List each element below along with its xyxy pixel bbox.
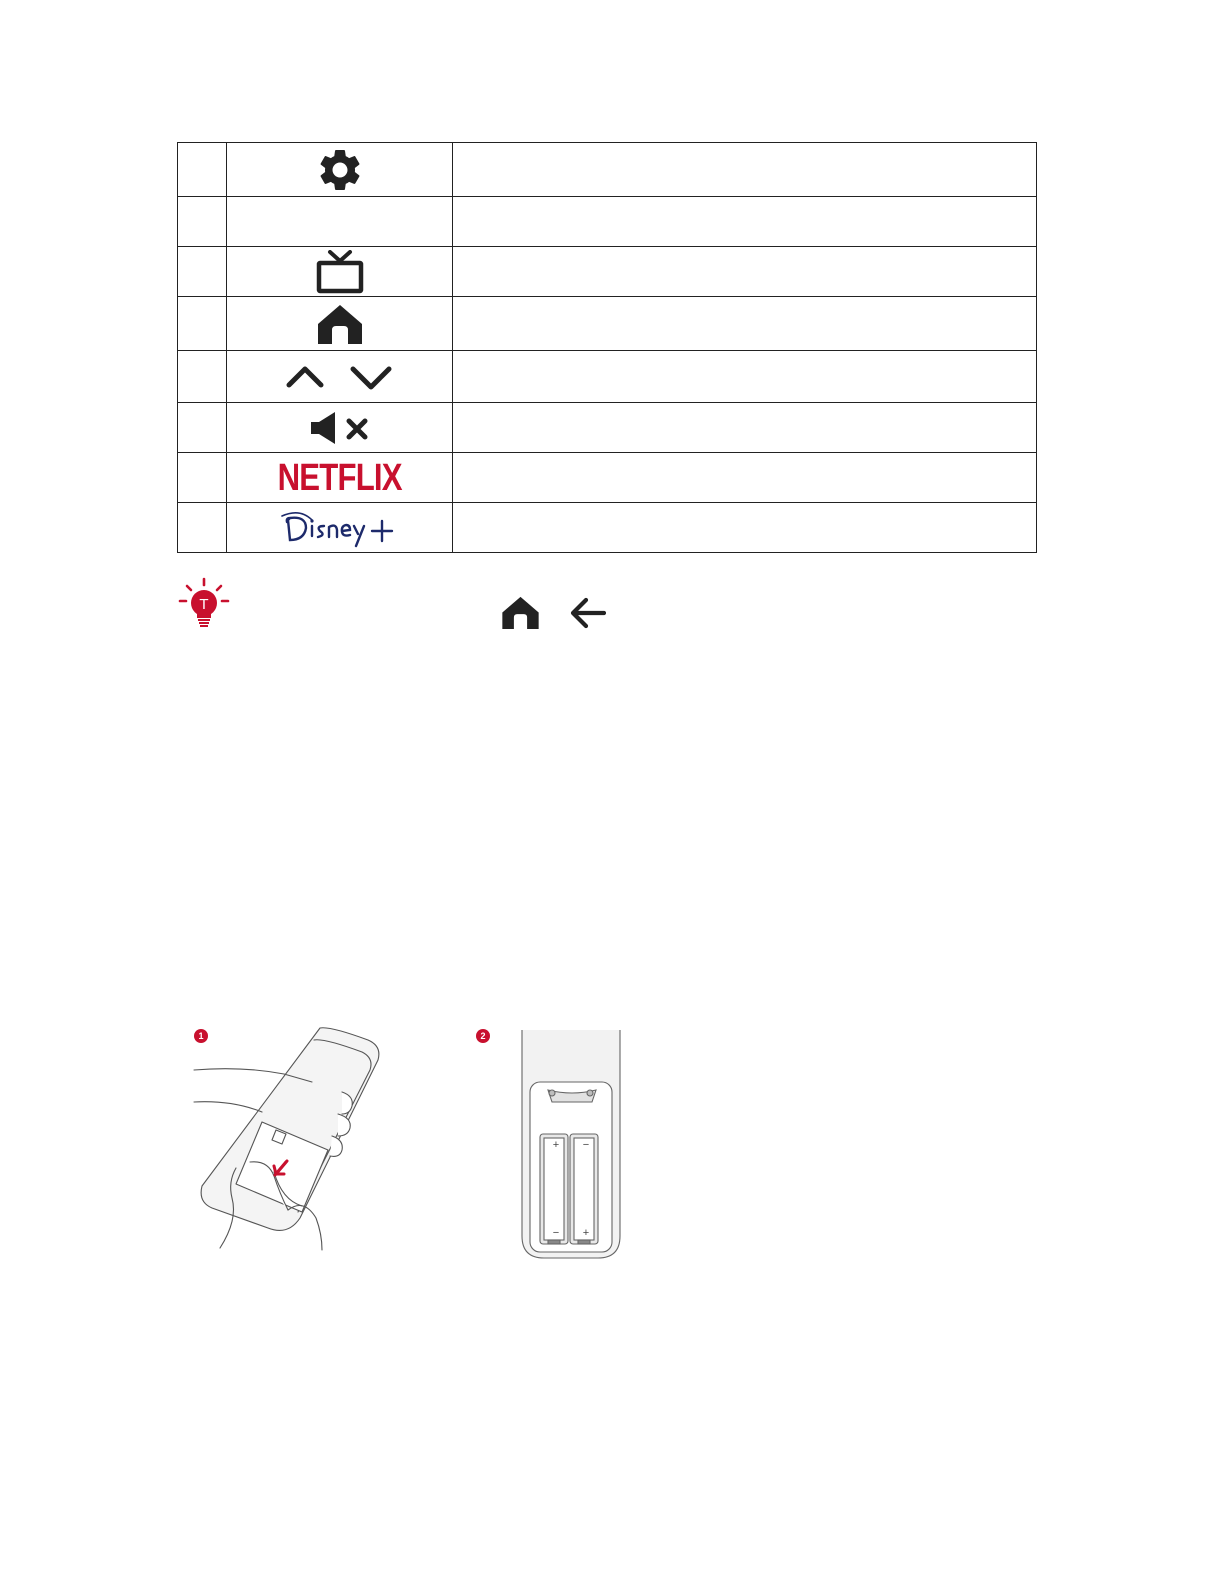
icon-cell [227,503,453,553]
table-row [178,297,1037,351]
polarity-label: − [582,1139,590,1151]
table-row [178,197,1037,247]
description-cell [453,453,1037,503]
row-number-cell [178,143,227,197]
step-number-badge: 2 [476,1029,490,1043]
description-cell [453,297,1037,351]
netflix-logo: NETFLIX [277,456,402,499]
table-row [178,247,1037,297]
polarity-label: − [552,1227,560,1239]
description-cell [453,247,1037,297]
tv-icon [314,250,366,294]
polarity-label: + [582,1227,590,1239]
table-row [178,351,1037,403]
settings-gear-icon [315,145,365,195]
icon-cell [227,197,453,247]
remote-button-table [177,142,1037,553]
tip-badge-letter: T [199,596,209,613]
mute-icon [309,410,371,446]
icon-cell [227,453,453,503]
row-number-cell [178,453,227,503]
icon-cell [227,143,453,197]
icon-cell [227,403,453,453]
table-row [178,453,1037,503]
polarity-label: + [552,1139,560,1151]
row-number-cell [178,297,227,351]
disney-plus-logo [280,506,400,550]
home-icon [501,596,540,629]
table-row [178,403,1037,453]
lightbulb-tip-icon [177,577,233,633]
icon-cell [227,297,453,351]
row-number-cell [178,403,227,453]
row-number-cell [178,503,227,553]
remote-battery-compartment-illustration [518,1030,626,1262]
row-number-cell [178,197,227,247]
back-arrow-icon [570,596,606,630]
home-icon [317,304,363,344]
row-number-cell [178,247,227,297]
description-cell [453,503,1037,553]
remote-battery-cover-removal-illustration [192,1022,392,1252]
description-cell [453,143,1037,197]
table-row [178,503,1037,553]
description-cell [453,351,1037,403]
row-number-cell [178,351,227,403]
description-cell [453,197,1037,247]
table-row [178,143,1037,197]
icon-cell [227,351,453,403]
icon-cell [227,247,453,297]
channel-up-down-icon [285,361,395,393]
step-number-badge: 1 [194,1029,208,1043]
description-cell [453,403,1037,453]
